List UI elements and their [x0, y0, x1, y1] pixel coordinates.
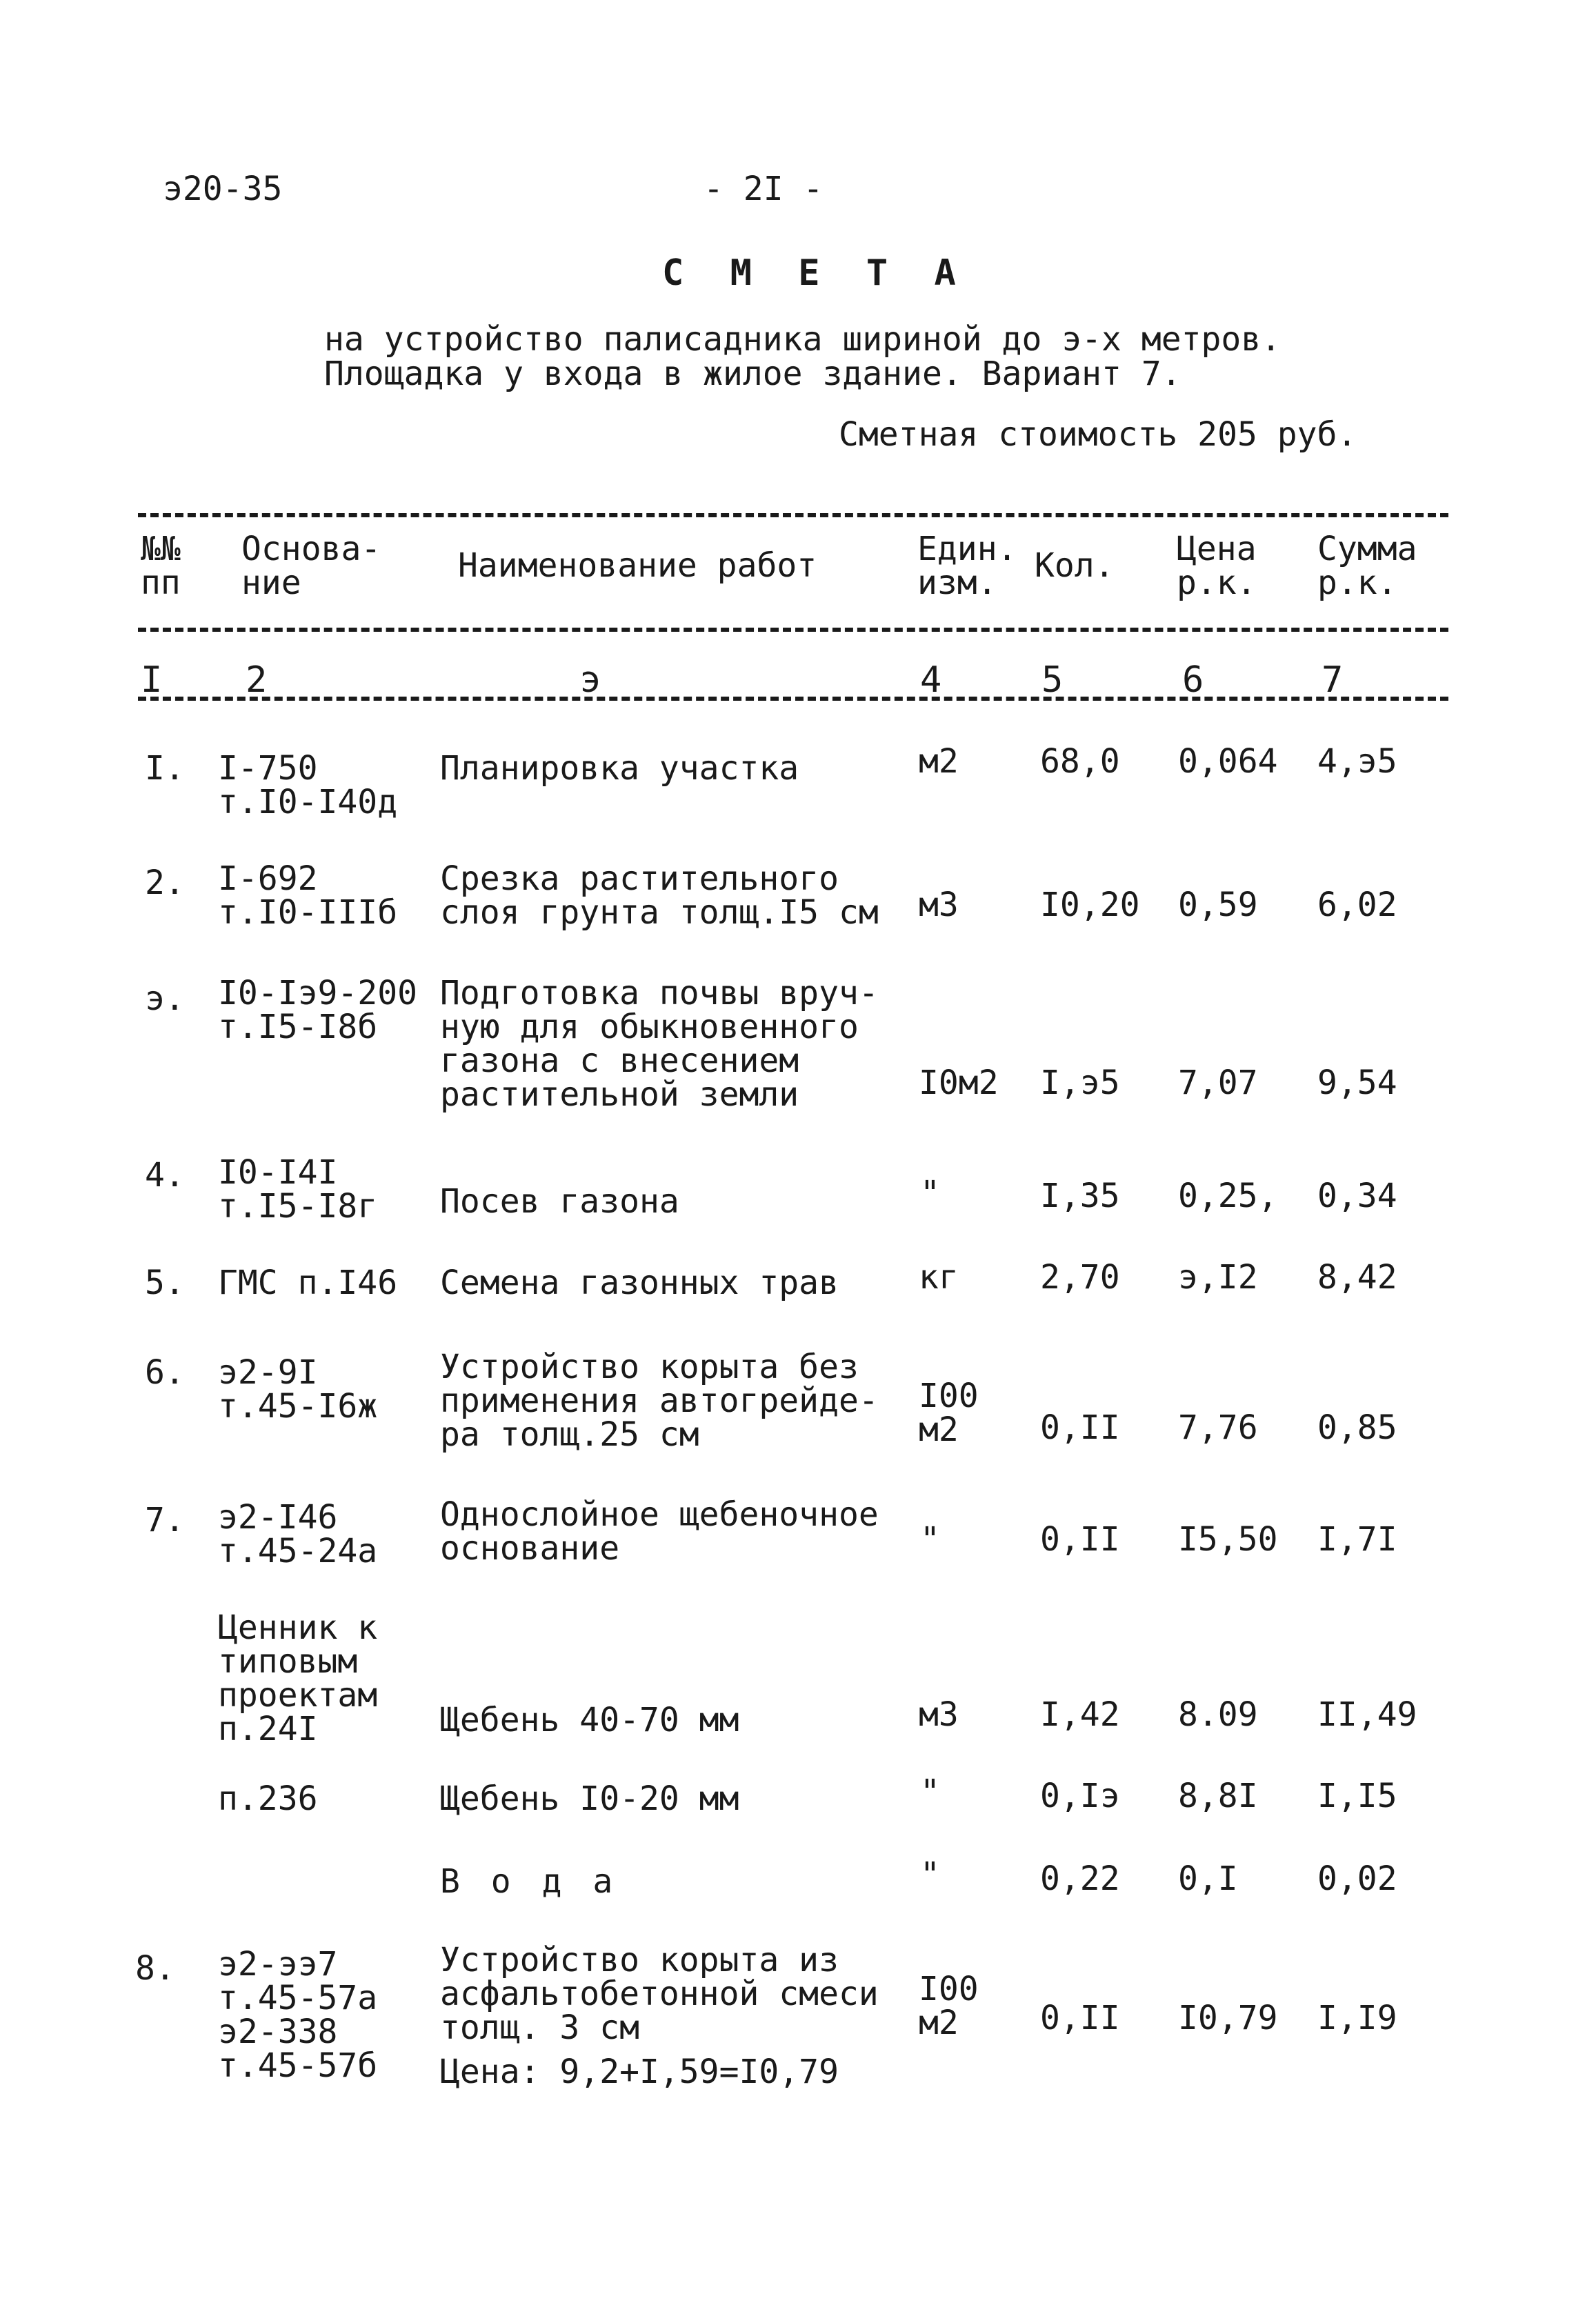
row-basis: I-750 т.I0-I40д — [218, 749, 398, 821]
row-basis: э2-I46 т.45-24а — [218, 1498, 378, 1570]
row-sum: 8,42 — [1317, 1258, 1397, 1297]
row-basis: ГМС п.I46 — [218, 1264, 398, 1302]
row-price: э,I2 — [1178, 1258, 1258, 1297]
row-num: 7. — [145, 1501, 185, 1539]
row-qty: I,э5 — [1040, 1064, 1120, 1102]
row-unit: " — [920, 1855, 940, 1894]
row-num: 8. — [135, 1949, 175, 1988]
row-price: I0,79 — [1178, 1999, 1278, 2037]
colnum-7: 7 — [1321, 659, 1344, 701]
row-price: 0,I — [1178, 1859, 1238, 1898]
row-price: 7,07 — [1178, 1064, 1258, 1102]
row-price: 8,8I — [1178, 1777, 1258, 1815]
row-basis: I-692 т.I0-IIIб — [218, 859, 398, 932]
row-qty: I0,20 — [1040, 886, 1140, 924]
colnum-6: 6 — [1182, 659, 1204, 701]
row-sum: 0,02 — [1317, 1859, 1397, 1898]
row-unit: " — [920, 1520, 940, 1559]
row-price: 8.09 — [1178, 1695, 1258, 1734]
row-name: Посев газона — [440, 1182, 679, 1221]
row-unit: I00 м2 — [919, 1970, 979, 2042]
header-top-rule — [138, 513, 1448, 517]
row-sum: 0,85 — [1317, 1408, 1397, 1447]
row-qty: 0,II — [1040, 1520, 1120, 1559]
row-name: Щебень 40-70 мм — [440, 1701, 739, 1739]
row-qty: 68,0 — [1040, 742, 1120, 781]
row-name: Срезка растительного слоя грунта толщ.I5 см — [440, 859, 879, 932]
header-unit: Един. изм. — [917, 530, 1017, 602]
row-note: Цена: 9,2+I,59=I0,79 — [440, 2053, 839, 2091]
row-price: 0,25, — [1178, 1177, 1278, 1215]
row-name: Устройство корыта без применения автогрейде- ра толщ.25 см — [440, 1348, 879, 1454]
row-sum: I,7I — [1317, 1520, 1397, 1559]
row-basis: Ценник к типовым проектам п.24I — [218, 1608, 378, 1748]
row-name: Однослойное щебеночное основание — [440, 1495, 879, 1568]
row-sum: 4,э5 — [1317, 742, 1397, 781]
row-name: В о д а — [440, 1862, 619, 1901]
row-name: Планировка участка — [440, 749, 799, 788]
header-price: Цена р.к. — [1177, 530, 1257, 602]
row-unit: " — [920, 1773, 940, 1811]
estimated-cost: Сметная стоимость 205 руб. — [839, 415, 1357, 454]
subtitle-line-1: на устройство палисадника шириной до э-х метров. — [324, 320, 1281, 359]
row-price: I5,50 — [1178, 1520, 1278, 1559]
row-price: 7,76 — [1178, 1408, 1258, 1447]
document-title: С М Е Т А — [662, 252, 968, 294]
row-sum: 6,02 — [1317, 886, 1397, 924]
row-num: 5. — [145, 1264, 185, 1302]
row-qty: I,42 — [1040, 1695, 1120, 1734]
row-basis: э2-9I т.45-I6ж — [218, 1353, 378, 1426]
row-qty: 0,II — [1040, 1999, 1120, 2037]
row-basis: э2-ээ7 т.45-57а э2-338 т.45-57б — [218, 1945, 378, 2085]
header-qty: Кол. — [1035, 546, 1115, 585]
row-num: 2. — [145, 864, 185, 902]
row-sum: 9,54 — [1317, 1064, 1397, 1102]
row-num: 6. — [145, 1353, 185, 1392]
column-numbers-rule — [138, 697, 1448, 701]
row-sum: II,49 — [1317, 1695, 1417, 1734]
header-name: Наименование работ — [458, 546, 817, 585]
colnum-2: 2 — [246, 659, 268, 701]
row-basis: I0-Iэ9-200 т.I5-I8б — [218, 974, 417, 1046]
colnum-4: 4 — [920, 659, 942, 701]
row-qty: I,35 — [1040, 1177, 1120, 1215]
row-sum: I,I5 — [1317, 1777, 1397, 1815]
row-sum: 0,34 — [1317, 1177, 1397, 1215]
row-basis: I0-I4I т.I5-I8г — [218, 1153, 378, 1226]
row-name: Семена газонных трав — [440, 1264, 839, 1302]
document-code: э20-35 — [163, 170, 283, 208]
row-unit: " — [920, 1174, 940, 1213]
header-sum: Сумма р.к. — [1317, 530, 1417, 602]
row-unit: I0м2 — [919, 1064, 999, 1102]
row-num: I. — [145, 749, 185, 788]
row-unit: м2 — [919, 742, 959, 781]
row-name: Устройство корыта из асфальтобетонной смеси толщ. 3 см — [440, 1941, 879, 2047]
page-number: - 2I - — [704, 170, 824, 208]
row-price: 0,59 — [1178, 886, 1258, 924]
row-unit: кг — [919, 1258, 959, 1297]
row-unit: м3 — [919, 1695, 959, 1734]
row-price: 0,064 — [1178, 742, 1278, 781]
row-unit: м3 — [919, 886, 959, 924]
colnum-1: I — [141, 659, 163, 701]
header-bottom-rule — [138, 628, 1448, 632]
row-qty: 0,Iэ — [1040, 1777, 1120, 1815]
subtitle-line-2: Площадка у входа в жилое здание. Вариант 7. — [324, 355, 1181, 393]
row-unit: I00 м2 — [919, 1377, 979, 1449]
row-basis: п.236 — [218, 1779, 318, 1818]
row-name: Подготовка почвы вруч- ную для обыкновенного газона с внесением растительной земли — [440, 974, 879, 1114]
header-num: №№ пп — [141, 530, 181, 602]
row-qty: 2,70 — [1040, 1258, 1120, 1297]
row-num: 4. — [145, 1156, 185, 1195]
row-num: э. — [145, 979, 185, 1018]
row-qty: 0,II — [1040, 1408, 1120, 1447]
row-qty: 0,22 — [1040, 1859, 1120, 1898]
row-name: Щебень I0-20 мм — [440, 1779, 739, 1818]
header-basis: Основа- ние — [241, 530, 381, 602]
colnum-3: э — [579, 659, 601, 701]
row-sum: I,I9 — [1317, 1999, 1397, 2037]
colnum-5: 5 — [1041, 659, 1064, 701]
